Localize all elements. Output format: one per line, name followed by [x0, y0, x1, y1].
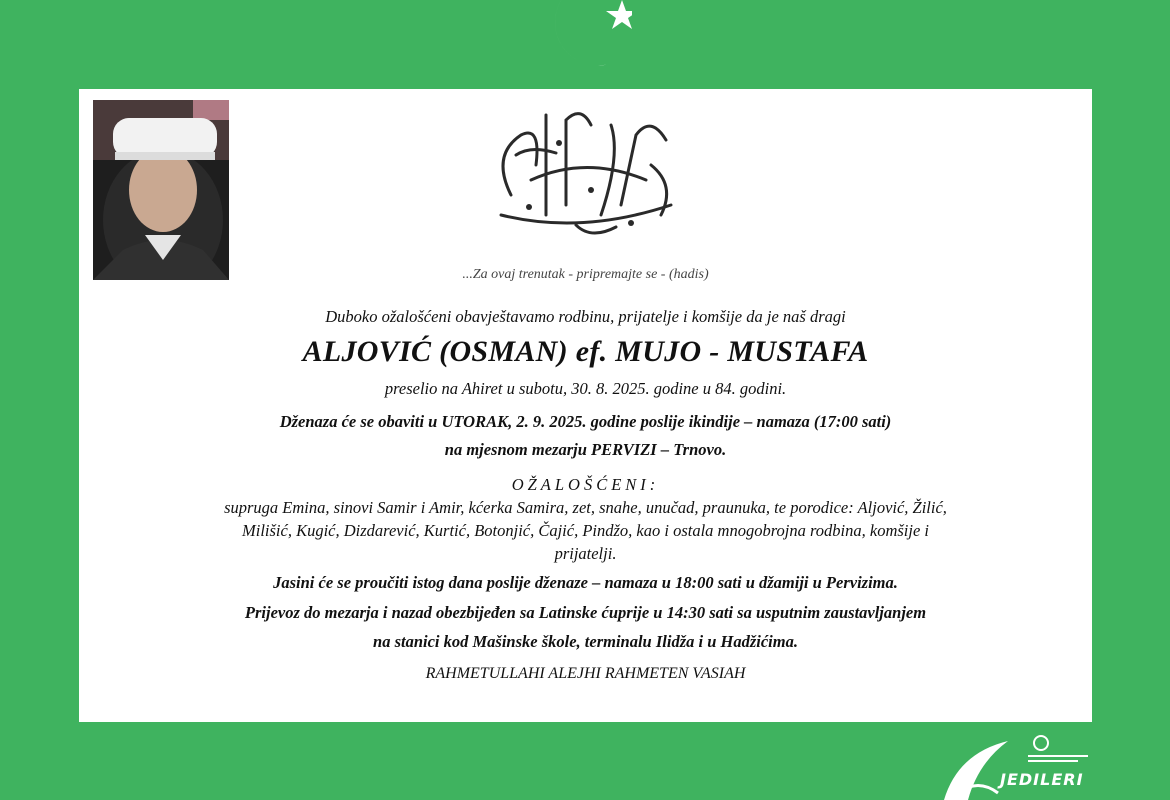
intro-text: Duboko ožalošćeni obavještavamo rodbinu, prijatelje i komšije da je naš dragi — [325, 307, 846, 326]
hadith-quote: ...Za ovaj trenutak - pripremajte se - (hadis) — [462, 267, 709, 282]
crescent-star-icon — [522, 0, 632, 75]
mourners-line: prijatelji. — [554, 544, 617, 563]
funeral-place-text: na mjesnom mezarju PERVIZI – Trnovo. — [444, 440, 727, 459]
funeral-time-text: Dženaza će se obaviti u UTORAK, 2. 9. 2025. godine poslije ikindije – namaza (17:00 sati) — [279, 412, 892, 431]
passing-date-text: preselio na Ahiret u subotu, 30. 8. 2025. godine u 84. godini. — [384, 379, 787, 398]
transport-text: Prijevoz do mezarja i nazad obezbijeđen sa Latinske ćuprije u 14:30 sati sa usputnim zaustavljanjem — [244, 603, 927, 622]
mourners-list — [89, 496, 1082, 565]
arabic-calligraphy-icon — [471, 95, 701, 245]
mourners-heading: OŽALOŠĆENI: — [511, 475, 660, 494]
jasin-text: Jasini će se proučiti istog dana poslije dženaze – namaza u 18:00 sati u džamiji u Pervizima. — [273, 573, 898, 592]
logo-text: JEDILERI — [1000, 770, 1084, 789]
mourners-line: supruga Emina, sinovi Samir i Amir, kćerka Samira, zet, snahe, unučad, praunuka, te porodice: Aljović, Žilić, — [224, 498, 947, 517]
deceased-name: ALJOVIĆ (OSMAN) ef. MUJO - MUSTAFA — [302, 335, 869, 368]
portrait-photo — [93, 100, 229, 280]
obituary-card — [79, 89, 1092, 722]
mourners-line: Milišić, Kugić, Dizdarević, Kurtić, Botonjić, Čajić, Pindžo, kao i ostala mnogobrojna rodbina, komšije i — [242, 521, 929, 540]
transport-stops-text: na stanici kod Mašinske škole, terminalu Ilidža i u Hadžićima. — [373, 632, 798, 651]
closing-prayer: RAHMETULLAHI ALEJHI RAHMETEN VASIAH — [425, 665, 746, 682]
jedileri-logo-icon — [938, 733, 1098, 800]
